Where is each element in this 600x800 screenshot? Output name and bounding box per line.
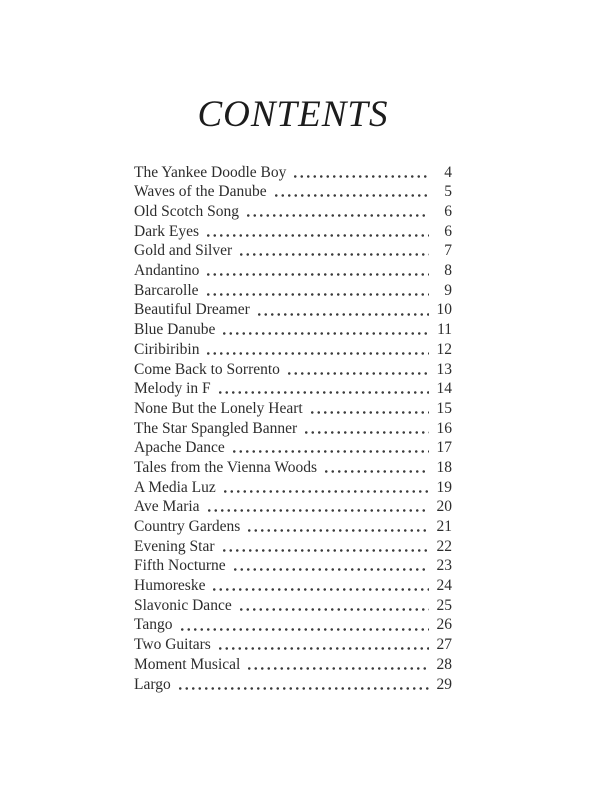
toc-entry-page: 23	[436, 557, 452, 575]
toc-entry-title: Ciribiribin	[134, 340, 200, 358]
dot-leader	[231, 450, 429, 453]
dot-leader	[221, 332, 429, 335]
toc-entry-title: Old Scotch Song	[134, 203, 240, 221]
toc-entry-title: Gold and Silver	[134, 242, 233, 260]
toc-entry	[134, 417, 452, 437]
page-content	[134, 0, 452, 800]
toc-entry-page: 10	[436, 301, 452, 319]
toc-entry-page: 19	[436, 478, 452, 496]
toc-entry-title: Waves of the Danube	[134, 183, 267, 201]
dot-leader	[245, 214, 429, 217]
toc-entry-page: 17	[436, 439, 452, 457]
toc-entry-page: 11	[437, 321, 452, 339]
toc-entry-page: 25	[436, 596, 452, 614]
toc-entry	[134, 338, 452, 358]
toc-entry-title: Tango	[134, 616, 173, 634]
toc-entry-page: 26	[436, 616, 452, 634]
dot-leader	[205, 273, 429, 276]
dot-leader	[273, 194, 429, 197]
toc-entry-title: The Yankee Doodle Boy	[134, 163, 287, 181]
toc-entry-title: None But the Lonely Heart	[134, 399, 303, 417]
dot-leader	[221, 549, 430, 552]
toc-entry	[134, 634, 452, 654]
toc-entry-page: 5	[444, 183, 452, 201]
toc-entry	[134, 220, 452, 240]
dot-leader	[217, 647, 429, 650]
toc-entry-page: 12	[436, 340, 452, 358]
toc-entry	[134, 358, 452, 378]
page-title: CONTENTS	[197, 94, 389, 135]
dot-leader	[205, 293, 429, 296]
toc-entry	[134, 378, 452, 398]
toc-entry	[134, 299, 452, 319]
toc-entry-page: 18	[436, 458, 452, 476]
toc-entry	[134, 319, 452, 339]
toc-entry	[134, 496, 452, 516]
toc-entry-page: 7	[444, 242, 452, 260]
dot-leader	[323, 470, 429, 473]
toc-entry-title: Blue Danube	[134, 321, 216, 339]
dot-leader	[211, 588, 429, 591]
dot-leader	[286, 372, 429, 375]
toc-entry	[134, 161, 452, 181]
toc-entry-title: The Star Spangled Banner	[134, 419, 298, 437]
toc-entry-title: Melody in F	[134, 380, 211, 398]
dot-leader	[238, 608, 429, 611]
toc-entry	[134, 574, 452, 594]
toc-entry-page: 28	[436, 655, 452, 673]
dot-leader	[232, 568, 429, 571]
dot-leader	[309, 411, 429, 414]
toc-entry-page: 15	[436, 399, 452, 417]
toc-entry-page: 8	[444, 262, 452, 280]
dot-leader	[206, 509, 429, 512]
toc-entry	[134, 515, 452, 535]
toc-entry-title: A Media Luz	[134, 478, 216, 496]
toc-entry-title: Barcarolle	[134, 281, 199, 299]
toc-entry-title: Slavonic Dance	[134, 596, 232, 614]
toc-entry	[134, 259, 452, 279]
toc-entry-title: Apache Dance	[134, 439, 225, 457]
dot-leader	[246, 667, 429, 670]
toc-entry-title: Dark Eyes	[134, 222, 199, 240]
dot-leader	[179, 628, 429, 631]
toc-entry-page: 16	[436, 419, 452, 437]
toc-entry-page: 29	[436, 675, 452, 693]
toc-entry	[134, 456, 452, 476]
toc-entry-page: 22	[436, 537, 452, 555]
toc-entry-title: Andantino	[134, 262, 200, 280]
dot-leader	[256, 313, 429, 316]
toc-entry	[134, 397, 452, 417]
toc-entry-title: Beautiful Dreamer	[134, 301, 250, 319]
toc-entry-page: 14	[436, 380, 452, 398]
toc-entry-title: Moment Musical	[134, 655, 241, 673]
toc-entry-title: Country Gardens	[134, 518, 241, 536]
toc-entry	[134, 279, 452, 299]
dot-leader	[238, 253, 429, 256]
toc-entry	[134, 673, 452, 693]
dot-leader	[222, 490, 429, 493]
toc-entry-title: Two Guitars	[134, 636, 211, 654]
toc-entry-page: 6	[444, 222, 452, 240]
toc-entry-title: Humoreske	[134, 577, 206, 595]
dot-leader	[303, 431, 429, 434]
dot-leader	[205, 352, 429, 355]
toc-entry	[134, 181, 452, 201]
toc-entry	[134, 594, 452, 614]
dot-leader	[177, 687, 429, 690]
toc-entry	[134, 240, 452, 260]
toc-entry	[134, 555, 452, 575]
toc-entry-title: Evening Star	[134, 537, 215, 555]
toc-entry-page: 13	[436, 360, 452, 378]
toc-entry-page: 4	[444, 163, 452, 181]
toc-entry	[134, 535, 452, 555]
toc-entry-title: Largo	[134, 675, 171, 693]
dot-leader	[246, 529, 429, 532]
toc-entry-page: 6	[444, 203, 452, 221]
toc-entry-title: Come Back to Sorrento	[134, 360, 280, 378]
toc-entry	[134, 653, 452, 673]
toc-entry-page: 20	[436, 498, 452, 516]
toc-entry-title: Ave Maria	[134, 498, 200, 516]
dot-leader	[217, 391, 429, 394]
toc-entry-title: Tales from the Vienna Woods	[134, 458, 317, 476]
toc-entry	[134, 614, 452, 634]
dot-leader	[205, 234, 429, 237]
dot-leader	[292, 175, 429, 178]
toc-list	[134, 161, 452, 693]
toc-entry-page: 24	[436, 577, 452, 595]
toc-entry-page: 27	[436, 636, 452, 654]
toc-entry	[134, 437, 452, 457]
toc-entry-page: 9	[444, 281, 452, 299]
toc-entry-title: Fifth Nocturne	[134, 557, 226, 575]
toc-entry	[134, 476, 452, 496]
toc-entry-page: 21	[436, 518, 452, 536]
toc-entry	[134, 200, 452, 220]
